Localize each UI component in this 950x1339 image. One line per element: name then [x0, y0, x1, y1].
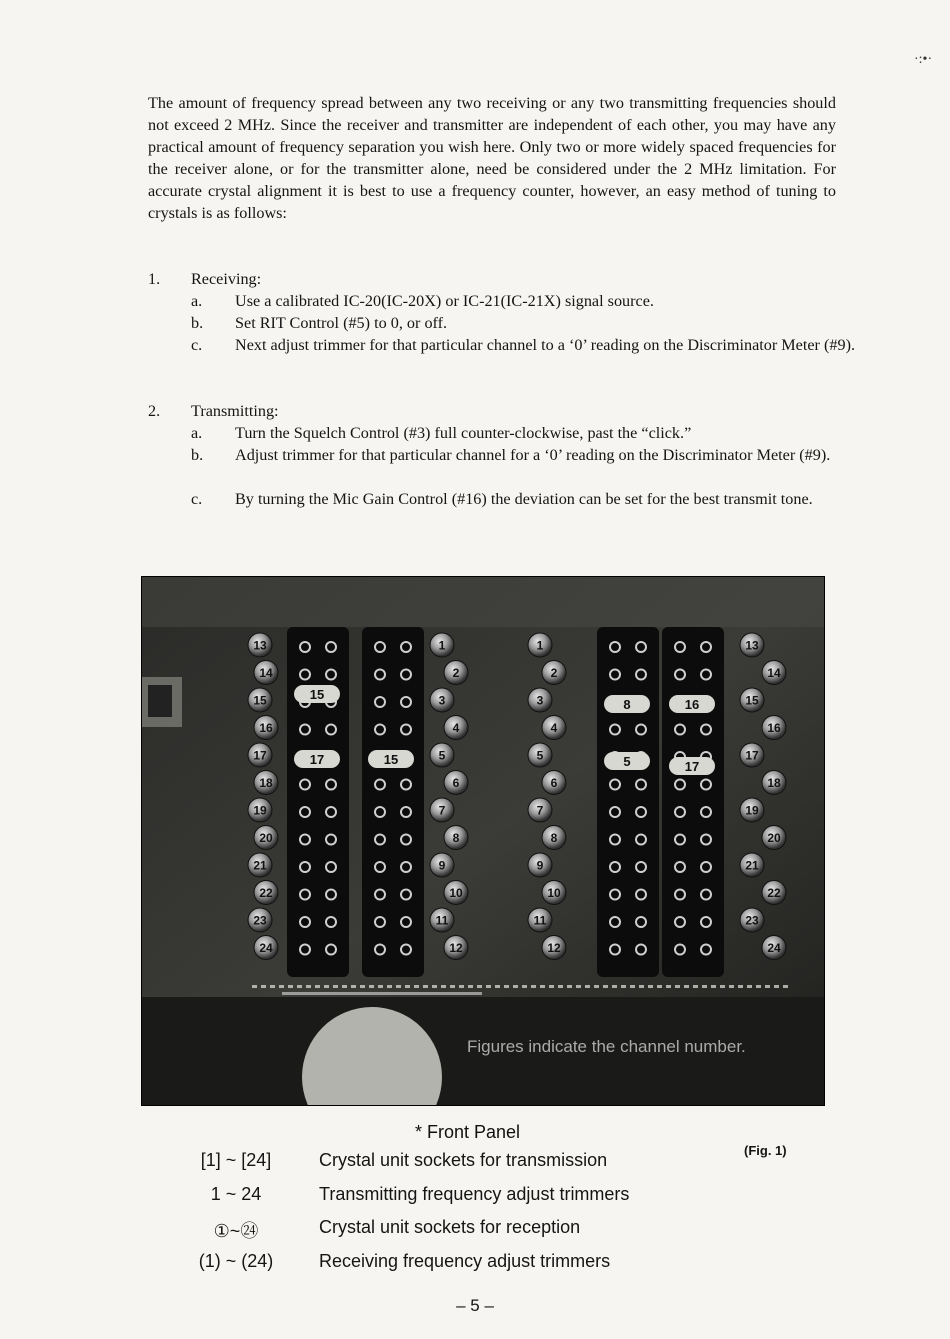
channel-label: 2: [550, 666, 558, 680]
wire-stripe: [603, 985, 608, 988]
wire-stripe: [531, 985, 536, 988]
wire-stripe: [639, 985, 644, 988]
wire-stripe: [270, 985, 275, 988]
legend-symbol: [1] ~ [24]: [200, 1150, 272, 1170]
channel-label: 16: [767, 721, 781, 735]
wire-stripe: [783, 985, 788, 988]
channel-label: 21: [253, 858, 267, 873]
wire-stripe: [252, 985, 257, 988]
wire-stripe: [657, 985, 662, 988]
wire-stripe: [630, 985, 635, 988]
legend-row: [180, 1150, 700, 1176]
socket-label: 5: [623, 754, 631, 769]
channel-label: 8: [550, 831, 558, 845]
legend-row: [180, 1217, 700, 1243]
channel-label: 13: [253, 638, 267, 653]
wire-stripe: [477, 985, 482, 988]
item-text: Next adjust trimmer for that particular channel to a ‘0’ reading on the Discriminator Meter (#9).: [235, 336, 856, 354]
channel-label: 16: [259, 721, 273, 735]
wire-stripe: [441, 985, 446, 988]
legend-symbol: ①~㉔: [213, 1221, 259, 1241]
socket-block: [662, 627, 724, 977]
legend-row: [180, 1251, 700, 1277]
socket-label: 17: [684, 759, 700, 774]
channel-label: 7: [536, 803, 544, 818]
channel-label: 12: [547, 941, 561, 955]
wire-stripe: [621, 985, 626, 988]
wire-stripe: [414, 985, 419, 988]
wire-stripe: [612, 985, 617, 988]
wire-stripe: [729, 985, 734, 988]
channel-label: 3: [536, 693, 544, 708]
socket-label: 15: [383, 752, 399, 767]
channel-label: 15: [745, 693, 759, 708]
wire-stripe: [486, 985, 491, 988]
channel-label: 7: [438, 803, 446, 818]
wire-stripe: [549, 985, 554, 988]
wire-stripe: [423, 985, 428, 988]
wire-stripe: [576, 985, 581, 988]
wire-stripe: [693, 985, 698, 988]
wire-stripe: [261, 985, 266, 988]
item-text: Use a calibrated IC-20(IC-20X) or IC-21(IC-21X) signal source.: [235, 292, 654, 310]
legend-description: Crystal unit sockets for transmission: [319, 1150, 608, 1170]
wire-stripe: [279, 985, 284, 988]
item-letter: a.: [191, 424, 203, 442]
channel-label: 6: [452, 776, 460, 790]
wire-stripe: [774, 985, 779, 988]
channel-label: 24: [259, 941, 273, 955]
channel-label: 17: [745, 748, 759, 763]
item-text: Turn the Squelch Control (#3) full counter-clockwise, past the “click.”: [235, 424, 692, 442]
channel-label: 2: [452, 666, 460, 680]
channel-label: 12: [449, 941, 463, 955]
channel-label: 21: [745, 858, 759, 873]
wire-stripe: [522, 985, 527, 988]
channel-label: 4: [550, 721, 558, 735]
step-heading: Transmitting:: [191, 402, 279, 420]
crystal-board-photo: [141, 576, 825, 1106]
channel-label: 11: [435, 913, 449, 928]
channel-label: 18: [259, 776, 273, 790]
legend-description: Receiving frequency adjust trimmers: [319, 1251, 611, 1271]
legend-symbol: (1) ~ (24): [198, 1251, 274, 1271]
channel-label: 23: [745, 913, 759, 928]
channel-label: 5: [438, 748, 446, 763]
channel-label: 6: [550, 776, 558, 790]
front-panel-caption: * Front Panel: [415, 1122, 521, 1142]
channel-label: 10: [449, 886, 463, 900]
channel-label: 9: [536, 858, 544, 873]
wire-stripe: [432, 985, 437, 988]
socket-label: 16: [684, 697, 700, 712]
channel-label: 18: [767, 776, 781, 790]
channel-label: 10: [547, 886, 561, 900]
channel-label: 14: [767, 666, 781, 680]
wire-stripe: [540, 985, 545, 988]
channel-label: 14: [259, 666, 273, 680]
legend-description: Transmitting frequency adjust trimmers: [319, 1184, 630, 1204]
wire-stripe: [504, 985, 509, 988]
intro-paragraph: The amount of frequency spread between any two receiving or any two transmitting frequencies should not exceed 2 MHz. Since the receiver and transmitter are independent of each other, you may have any practical amount of frequency separation you wish here. Only two or more widely spaced frequencies for the receiver alone, or for the transmitter alone, need be considered under the 2 MHz limitation. For accurate crystal alignment it is best to use a frequency counter, however, an easy method of tuning to crystals is as follows:: [148, 94, 836, 222]
socket-label: 8: [623, 697, 631, 712]
channel-label: 11: [533, 913, 547, 928]
wire-stripe: [396, 985, 401, 988]
wire-stripe: [567, 985, 572, 988]
step-heading: Receiving:: [191, 270, 262, 288]
channel-label: 20: [767, 831, 781, 845]
wire-stripe: [513, 985, 518, 988]
channel-label: 3: [438, 693, 446, 708]
wire-stripe: [711, 985, 716, 988]
wire-stripe: [360, 985, 365, 988]
wire-stripe: [378, 985, 383, 988]
channel-label: 5: [536, 748, 544, 763]
wire-stripe: [675, 985, 680, 988]
wire-stripe: [720, 985, 725, 988]
wire-stripe: [324, 985, 329, 988]
channel-label: 1: [438, 638, 446, 653]
photo-overlay-note: Figures indicate the channel number.: [467, 1037, 746, 1056]
item-text: By turning the Mic Gain Control (#16) the deviation can be set for the best transmit tone.: [235, 490, 813, 508]
step-number: 2.: [148, 402, 161, 420]
wire-stripe: [468, 985, 473, 988]
wire-stripe: [666, 985, 671, 988]
step-number: 1.: [148, 270, 161, 288]
channel-label: 13: [745, 638, 759, 653]
item-text: Set RIT Control (#5) to 0, or off.: [235, 314, 448, 332]
wire-stripe: [747, 985, 752, 988]
scan-artifact: ·:•·: [914, 52, 933, 67]
wire-stripe: [756, 985, 761, 988]
channel-label: 23: [253, 913, 267, 928]
socket-block: [362, 627, 424, 977]
channel-label: 22: [259, 886, 273, 900]
page-number: – 5 –: [456, 1296, 494, 1315]
item-letter: b.: [191, 314, 204, 332]
item-letter: c.: [191, 490, 203, 508]
wire-stripe: [594, 985, 599, 988]
channel-label: 19: [253, 803, 267, 818]
wire-stripe: [648, 985, 653, 988]
wire-stripe: [387, 985, 392, 988]
wire-stripe: [333, 985, 338, 988]
wire-stripe: [450, 985, 455, 988]
channel-label: 24: [767, 941, 781, 955]
legend-row: [180, 1184, 700, 1210]
channel-label: 20: [259, 831, 273, 845]
channel-label: 4: [452, 721, 460, 735]
crystal-board-svg: [142, 577, 824, 1105]
wire-stripe: [684, 985, 689, 988]
item-letter: b.: [191, 446, 204, 464]
legend-description: Crystal unit sockets for reception: [319, 1217, 581, 1237]
channel-label: 9: [438, 858, 446, 873]
wire-stripe: [315, 985, 320, 988]
wire-stripe: [765, 985, 770, 988]
channel-label: 15: [253, 693, 267, 708]
item-letter: a.: [191, 292, 203, 310]
channel-label: 22: [767, 886, 781, 900]
legend-symbol: 1 ~ 24: [210, 1184, 262, 1204]
wire-stripe: [738, 985, 743, 988]
channel-label: 19: [745, 803, 759, 818]
item-letter: c.: [191, 336, 203, 354]
channel-label: 17: [253, 748, 267, 763]
item-text: Adjust trimmer for that particular channel for a ‘0’ reading on the Discriminator Meter (#9).: [235, 446, 831, 464]
wire-stripe: [288, 985, 293, 988]
socket-block: [287, 627, 349, 977]
wire-stripe: [558, 985, 563, 988]
wire-stripe: [405, 985, 410, 988]
wire-stripe: [459, 985, 464, 988]
socket-label: 17: [309, 752, 325, 767]
wire-stripe: [585, 985, 590, 988]
socket-block: [597, 627, 659, 977]
channel-label: 8: [452, 831, 460, 845]
wire-stripe: [297, 985, 302, 988]
figure-reference: (Fig. 1): [744, 1143, 787, 1158]
channel-label: 1: [536, 638, 544, 653]
wire-stripe: [369, 985, 374, 988]
wire-stripe: [495, 985, 500, 988]
wire-stripe: [306, 985, 311, 988]
wire-stripe: [342, 985, 347, 988]
wire-stripe: [702, 985, 707, 988]
wire-stripe: [351, 985, 356, 988]
socket-label: 15: [309, 687, 325, 702]
